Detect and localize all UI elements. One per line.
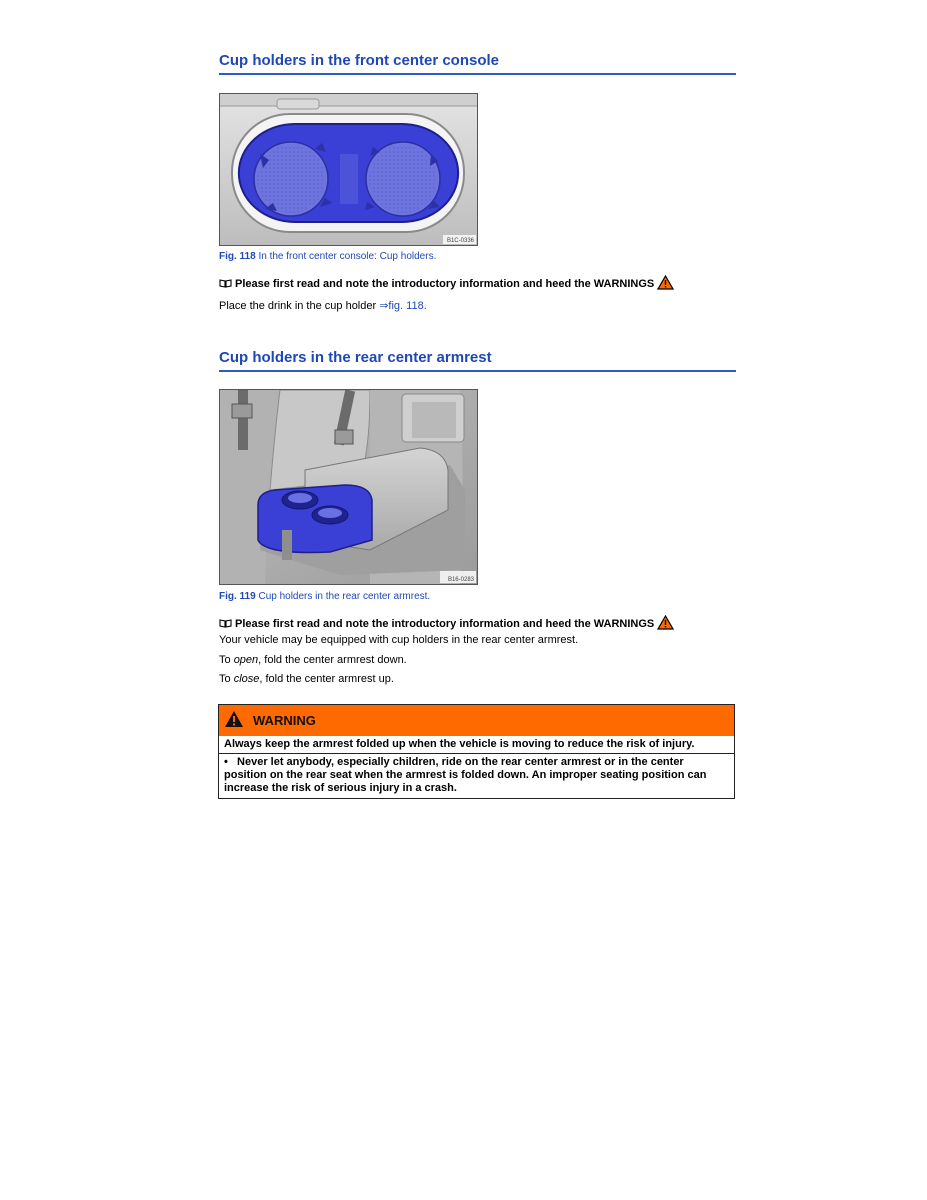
- warning-triangle-icon[interactable]: [657, 615, 674, 633]
- warning-divider: [219, 753, 734, 754]
- intro-note: [219, 275, 674, 293]
- front-console-illustration: [220, 94, 477, 245]
- figure-caption-text: In the front center console: Cup holders.: [258, 251, 437, 262]
- body-text: Your vehicle may be equipped with cup holders in the rear center armrest.: [219, 634, 579, 646]
- warning-title: WARNING: [253, 713, 316, 728]
- figure-caption: [219, 591, 430, 602]
- figure-front-cup-holders: [219, 93, 478, 246]
- section-heading-rear-armrest: Cup holders in the rear center armrest: [219, 349, 736, 372]
- figure-number: Fig. 119: [219, 591, 256, 602]
- figure-caption-text: Cup holders in the rear center armrest.: [258, 591, 431, 602]
- book-icon: [219, 278, 232, 291]
- rear-armrest-illustration: [220, 390, 477, 584]
- figure-code: B1C-0336: [446, 238, 474, 244]
- figure-rear-cup-holders: [219, 389, 478, 585]
- section-heading-front-console: Cup holders in the front center console: [219, 52, 736, 75]
- figure-link[interactable]: ⇒fig. 118.: [379, 300, 427, 312]
- warning-bullet: • Never let anybody, especially children, ride on the rear center armrest or in the center position on the rear seat when the armrest is folded down. An improper seating position can increase the risk of serious injury in a crash.: [224, 756, 707, 794]
- warning-body: [219, 736, 734, 798]
- book-icon: [219, 618, 232, 631]
- intro-note: [219, 615, 674, 633]
- body-text-open: To open, fold the center armrest down.: [219, 654, 407, 666]
- warning-box: [218, 704, 735, 799]
- intro-note-text: Please first read and note the introductory information and heed the WARNINGS: [235, 618, 655, 630]
- bullet-icon: •: [224, 756, 238, 768]
- body-text: Place the drink in the cup holder ⇒fig. 118.: [219, 300, 427, 312]
- figure-code: B16-0283: [447, 577, 474, 583]
- figure-caption: [219, 251, 436, 262]
- body-text-close: To close, fold the center armrest up.: [219, 673, 394, 685]
- intro-note-text: Please first read and note the introductory information and heed the WARNINGS: [235, 278, 655, 290]
- warning-triangle-icon[interactable]: [657, 275, 674, 293]
- warning-triangle-icon: [224, 710, 244, 731]
- figure-number: Fig. 118: [219, 251, 256, 262]
- warning-header: [219, 705, 734, 736]
- warning-line: Always keep the armrest folded up when the vehicle is moving to reduce the risk of injury.: [224, 738, 695, 750]
